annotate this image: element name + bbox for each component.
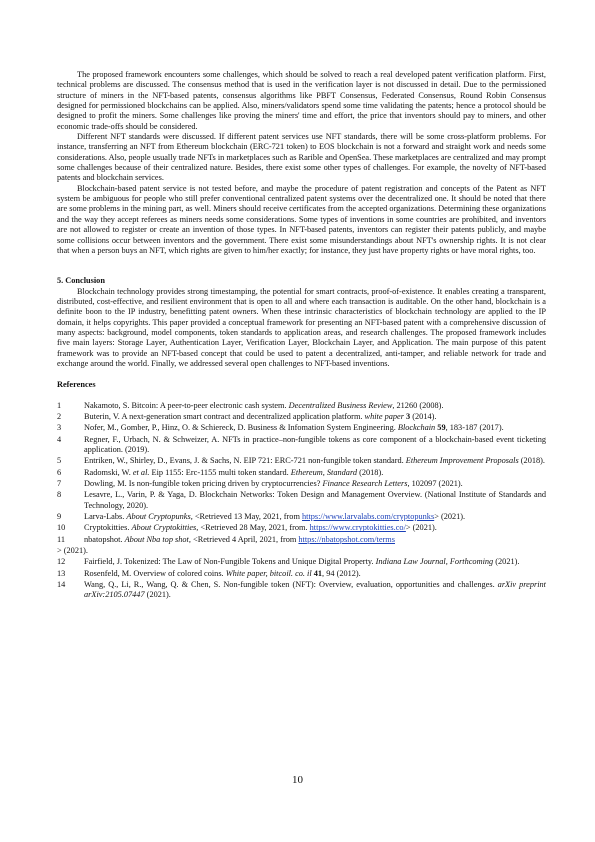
reference-details: , <Retrieved 13 May, 2021, from	[190, 512, 302, 522]
reference-text	[84, 557, 546, 567]
reference-text	[84, 468, 546, 478]
conclusion-heading: 5. Conclusion	[57, 276, 105, 286]
reference-number: 8	[57, 490, 62, 500]
reference-volume: 41	[311, 568, 323, 578]
reference-number: 12	[57, 557, 66, 567]
reference-item	[57, 456, 546, 466]
references-list	[57, 401, 546, 601]
reference-item	[57, 523, 546, 533]
reference-number: 3	[57, 423, 62, 433]
reference-venue: Ethereum Improvement Proposals	[405, 456, 519, 466]
reference-number: 2	[57, 411, 62, 421]
reference-number: 6	[57, 467, 62, 477]
reference-text	[84, 569, 546, 579]
reference-venue: Ethereum, Standard	[290, 467, 358, 477]
reference-venue: arXiv preprint arXiv:2105.07447	[84, 580, 546, 600]
reference-authors-title: Rosenfeld, M. Overview of colored coins.	[84, 568, 226, 578]
reference-item	[57, 512, 546, 522]
reference-details: , 21260 (2008).	[392, 400, 444, 410]
reference-authors-title: Lesavre, L., Varin, P. & Yaga, D. Blockchain Networks: Token Design and Management Overview. (National Institute of Standards and Technology, 2020).	[84, 490, 546, 510]
reference-number: 11	[57, 534, 65, 544]
reference-volume: 3	[403, 411, 411, 421]
page-number: 10	[292, 774, 303, 786]
reference-item	[57, 490, 546, 511]
paragraph-challenges-3: Blockchain-based patent service is not tested before, and maybe the procedure of patent registration and concepts of the Patent as NFT system be ambiguous for people who still prefer conventional centralized patent systems over the decentralized one. It should be noted that there are some problems in the mining part, as well. Miners should receive certificates from the accepted organizations. Determining these organizations and the way they accept referees as miners needs some considerations. Some types of inventions in some countries are prohibited, and inventors are not allowed to register or create an invention of those types. In NFT-based patents, inventors can register their patents publicly, and maybe some collisions occur between inventors and the government. There exist some misunderstandings about NFT's ownership rights. It is not clear that when a person buys an NFT, which rights are given to him/her exactly; for instance, they just have property rights or have moral rights, too.	[57, 183, 546, 255]
reference-item	[57, 580, 546, 601]
reference-link[interactable]: https://nbatopshot.com/terms	[298, 534, 395, 544]
reference-details: (2021).	[493, 557, 520, 567]
reference-number: 13	[57, 568, 66, 578]
reference-details: > (2021).	[434, 512, 466, 522]
reference-authors-title: Nakamoto, S. Bitcoin: A peer-to-peer electronic cash system.	[84, 400, 289, 410]
reference-venue: About Nba top shot	[124, 534, 189, 544]
reference-item	[57, 412, 546, 422]
reference-authors-title: Larva-Labs.	[84, 512, 127, 522]
reference-venue: About Cryptokitties	[131, 523, 197, 533]
reference-text	[84, 490, 546, 511]
reference-text	[84, 401, 546, 411]
references-heading: References	[57, 380, 96, 390]
reference-text	[84, 456, 546, 466]
reference-text	[84, 512, 546, 522]
reference-authors-title: Buterin, V. A next-generation smart contract and decentralized application platform.	[84, 411, 365, 421]
reference-item	[57, 435, 546, 456]
reference-item	[57, 468, 546, 478]
reference-details: Eip 1155: Erc-1155 multi token standard.	[149, 467, 291, 477]
reference-number: 5	[57, 456, 62, 466]
reference-authors-title: Cryptokitties.	[84, 523, 132, 533]
reference-text	[84, 523, 546, 533]
reference-number: 4	[57, 434, 62, 444]
paragraph-challenges-1: The proposed framework encounters some challenges, which should be solved to reach a real developed patent verification platform. First, technical problems are discussed. The consensus method that is used in the verification layer is not discussed in detail. Due to the permissioned structure of miners in the NFT-based patents, consensus algorithms like PBFT Consensus, Federated Consensus, Round Robin Consensus designed for permissioned blockchains can be applied. Also, miners/validators spend some time validating the patents; hence a protocol should be designed to profit the miners. Some challenges like proving the miners' time and effort, the price that inventors should pay to miners, and other economic trade-offs should be considered.	[57, 70, 546, 131]
reference-text	[84, 535, 546, 545]
reference-continuation: > (2021).	[57, 546, 88, 556]
reference-text	[84, 479, 546, 489]
conclusion-paragraph: Blockchain technology provides strong timestamping, the potential for smart contracts, proof-of-existence. It enables creating a transparent, distributed, cost-effective, and resilient environment that is open to all and where each transaction is auditable. On the other hand, blockchain is a definite boon to the IP industry, benefitting patent owners. When these intrinsic characteristics of blockchain technology are applied to the IP domain, it helps copyrights. This paper provided a conceptual framework for presenting an NFT-based patent with a comprehensive discussion of many aspects: background, model components, token standards to application areas, and research challenges. The proposed framework includes five main layers: Storage Layer, Authentication Layer, Verification Layer, Blockchain Layer, and Application. The main purpose of this patent framework was to provide an NFT-based concept that could be used to patent a decentralized, anti-tamper, and reliable network for trade and exchange around the world. Finally, we addressed several open challenges to NFT-based inventions.	[57, 286, 546, 368]
reference-number: 7	[57, 479, 62, 489]
reference-details: (2018).	[518, 456, 545, 466]
reference-link[interactable]: https://www.larvalabs.com/cryptopunks	[301, 512, 435, 522]
reference-authors-title: Fairfield, J. Tokenized: The Law of Non-Fungible Tokens and Unique Digital Property.	[84, 557, 376, 567]
reference-details: (2018).	[357, 467, 384, 477]
reference-item	[57, 535, 546, 545]
reference-number: 14	[57, 580, 66, 590]
reference-details: , 94 (2012).	[322, 568, 361, 578]
page-content	[57, 70, 546, 602]
reference-venue: Finance Research Letters	[322, 479, 408, 489]
reference-details: (2014).	[410, 411, 437, 421]
reference-authors-title: Radomski, W.	[84, 467, 133, 477]
reference-authors-title: nbatopshot.	[84, 534, 125, 544]
reference-details: , <Retrieved 4 April, 2021, from	[188, 534, 299, 544]
reference-authors-title: Nofer, M., Gomber, P., Hinz, O. & Schiereck, D. Business & Infomation System Engineering.	[84, 423, 398, 433]
reference-item	[57, 423, 546, 433]
reference-venue: Blockchain	[397, 423, 436, 433]
reference-details: (2021).	[144, 590, 171, 600]
reference-item	[57, 401, 546, 411]
reference-venue: Decentralized Business Review	[288, 400, 393, 410]
reference-authors-title: Wang, Q., Li, R., Wang, Q. & Chen, S. Non-fungible token (NFT): Overview, evaluation, opportunities and challenges.	[84, 580, 498, 590]
reference-details: > (2021).	[405, 523, 437, 533]
reference-number: 9	[57, 512, 62, 522]
paragraph-challenges-2: Different NFT standards were discussed. If different patent services use NFT standards, there will be some cross-platform problems. For instance, transferring an NFT from Ethereum blockchain (ERC-721 token) to EOS blockchain is not a forward and straight work and needs some considerations. Also, people usually trade NFTs in marketplaces such as Rarible and OpenSea. These marketplaces are centralized and may prompt some challenges because of their centralized nature. Besides, there exist some other types of challenges. For example, the novelty of NFT-based patents and blockchain services.	[57, 132, 546, 183]
reference-number: 1	[57, 400, 62, 410]
reference-venue: et al.	[132, 467, 150, 477]
reference-text	[84, 412, 546, 422]
reference-details: , <Retrieved 28 May, 2021, from.	[196, 523, 310, 533]
reference-authors-title: Regner, F., Urbach, N. & Schweizer, A. NFTs in practice–non-fungible tokens as core component of a blockchain-based event ticketing application. (2019).	[84, 434, 546, 454]
reference-details: , 183-187 (2017).	[445, 423, 504, 433]
reference-volume: 59	[435, 423, 446, 433]
reference-text	[84, 435, 546, 456]
reference-number: 10	[57, 523, 66, 533]
reference-item	[57, 569, 546, 579]
reference-item	[57, 479, 546, 489]
reference-venue: Indiana Law Journal, Forthcoming	[375, 557, 494, 567]
reference-venue: White paper, bitcoil. co. il	[225, 568, 312, 578]
reference-details: , 102097 (2021).	[407, 479, 463, 489]
reference-authors-title: Dowling, M. Is non-fungible token pricing driven by cryptocurrencies?	[84, 479, 323, 489]
reference-link[interactable]: https://www.cryptokitties.co/	[309, 523, 406, 533]
reference-item	[57, 557, 546, 567]
reference-venue: white paper	[364, 411, 404, 421]
reference-venue: About Cryptopunks	[126, 512, 191, 522]
reference-text	[84, 580, 546, 601]
reference-authors-title: Entriken, W., Shirley, D., Evans, J. & Sachs, N. EIP 721: ERC-721 non-fungible token standard.	[84, 456, 406, 466]
reference-text	[84, 423, 546, 433]
